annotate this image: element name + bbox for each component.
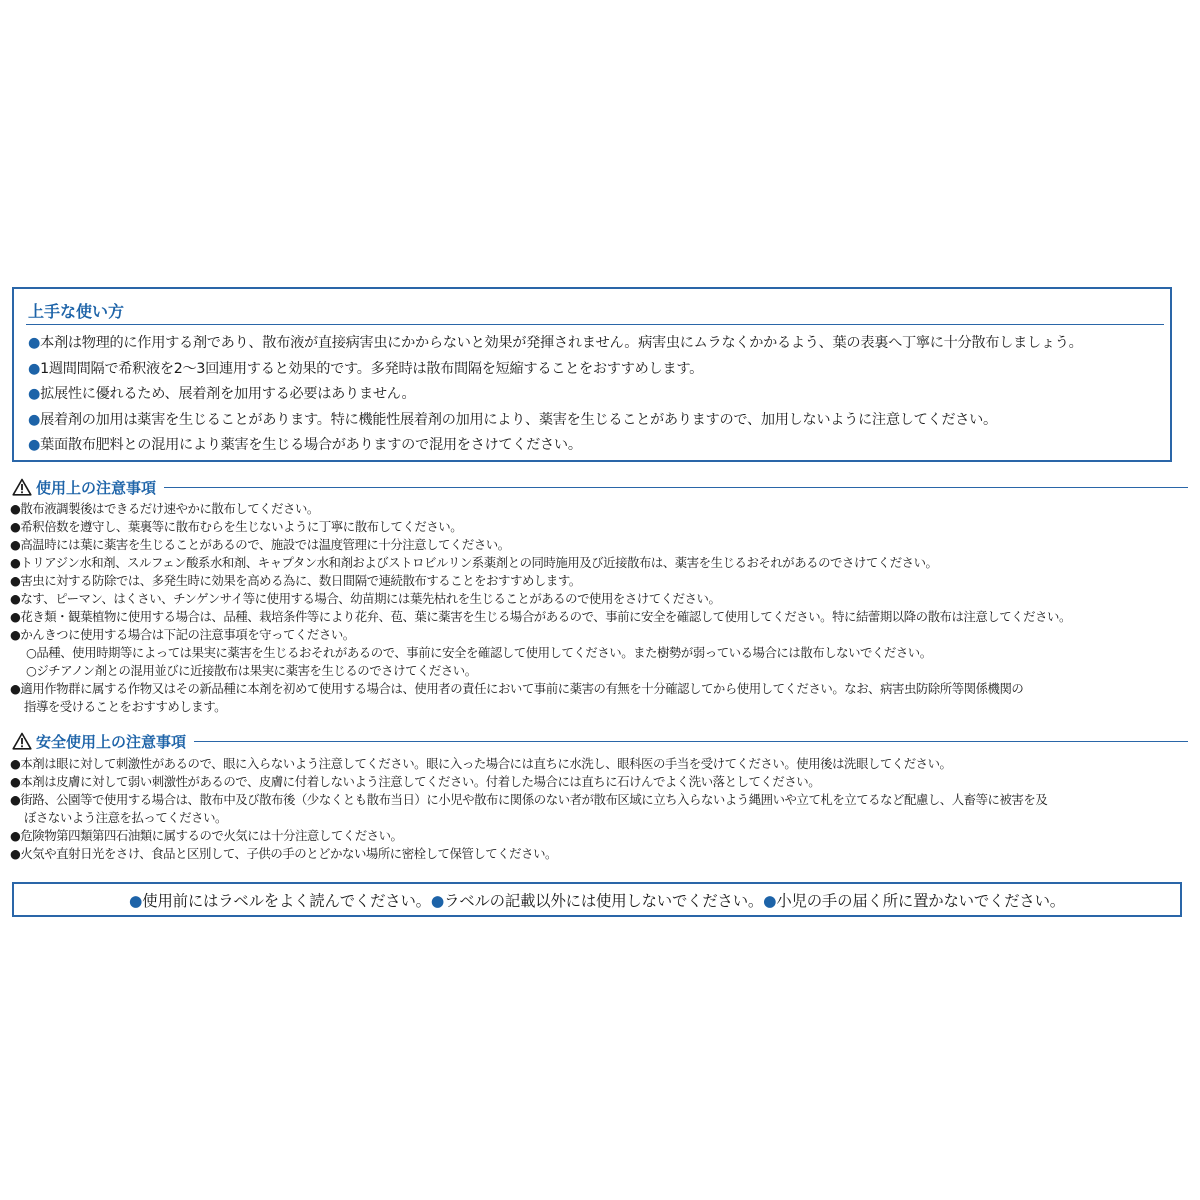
usage-notes-list <box>10 500 1190 716</box>
bullet-dot: ● <box>430 891 445 910</box>
usage-note-subitem: ○品種、使用時期等によっては果実に薬害を生じるおそれがあるので、事前に安全を確認して使用してください。また樹勢が弱っている場合には散布しないでください。 <box>26 645 932 660</box>
usage-tips-box <box>12 287 1172 462</box>
bullet-dot: ● <box>28 386 41 403</box>
safety-note-item: ●火気や直射日光をさけ、食品と区別して、子供の手のとどかない場所に密栓して保管してください。 <box>10 846 557 861</box>
bottom-notice-text: ●使用前にはラベルをよく読んでください。●ラベルの記載以外には使用しないでください。●小児の手の届く所に置かないでください。 <box>129 891 1065 910</box>
usage-tip-item: ●拡展性に優れるため、展着剤を加用する必要はありません。 <box>28 386 416 403</box>
safety-note-item: ●街路、公園等で使用する場合は、散布中及び散布後（少なくとも散布当日）に小児や散布に関係のない者が散布区域に立ち入らないよう縄囲いや立て札を立てるなど配慮し、人畜等に被害を及 <box>10 792 1048 807</box>
usage-tips-title: 上手な使い方 <box>28 302 125 321</box>
usage-note-item: ●花き類・観葉植物に使用する場合は、品種、栽培条件等により花弁、苞、葉に薬害を生じる場合があるので、事前に安全を確認して使用してください。特に結蕾期以降の散布は注意してください。 <box>10 609 1071 624</box>
usage-notes-divider <box>164 487 1188 488</box>
usage-tip-item: ●葉面散布肥料との混用により薬害を生じる場合がありますので混用をさけてください。 <box>28 437 582 454</box>
safety-note-item: ●本剤は皮膚に対して弱い刺激性があるので、皮膚に付着しないよう注意してください。付着した場合には直ちに石けんでよく洗い落としてください。 <box>10 774 821 789</box>
bottom-notice-box <box>12 882 1182 917</box>
usage-note-item: ●トリアジン水和剤、スルフェン酸系水和剤、キャプタン水和剤およびストロビルリン系薬剤との同時施用及び近接散布は、薬害を生じるおそれがあるのでさけてください。 <box>10 555 938 570</box>
bullet-dot: ● <box>28 335 41 351</box>
usage-tips-divider <box>26 324 1164 325</box>
usage-notes-header <box>12 476 1188 498</box>
usage-note-item: ●なす、ピーマン、はくさい、チンゲンサイ等に使用する場合、幼苗期には葉先枯れを生じることがあるので使用をさけてください。 <box>10 591 721 606</box>
bullet-dot: ● <box>763 891 777 910</box>
usage-note-item: ●適用作物群に属する作物又はその新品種に本剤を初めて使用する場合は、使用者の責任において事前に薬害の有無を十分確認してから使用してください。なお、病害虫防除所等関係機関の <box>10 681 1024 696</box>
usage-tips-list <box>28 331 1164 459</box>
safety-notes-list <box>10 755 1190 863</box>
usage-tip-item: ●展着剤の加用は薬害を生じることがあります。特に機能性展着剤の加用により、薬害を生じることがありますので、加用しないように注意してください。 <box>28 411 997 428</box>
bullet-dot: ● <box>28 360 41 377</box>
usage-notes-title: 使用上の注意事項 <box>36 478 157 497</box>
safety-note-continuation: ぼさないよう注意を払ってください。 <box>24 810 227 825</box>
warning-triangle-icon <box>12 732 32 750</box>
usage-note-item: ●散布液調製後はできるだけ速やかに散布してください。 <box>10 501 319 516</box>
safety-note-item: ●危険物第四類第四石油類に属するので火気には十分注意してください。 <box>10 828 403 843</box>
usage-note-item: ●害虫に対する防除では、多発生時に効果を高める為に、数日間隔で連続散布することをおすすめします。 <box>10 573 581 588</box>
safety-notes-divider <box>194 741 1188 742</box>
usage-note-item: ●かんきつに使用する場合は下記の注意事項を守ってください。 <box>10 627 355 642</box>
usage-tip-item: ●本剤は物理的に作用する剤であり、散布液が直接病害虫にかからないと効果が発揮されません。病害虫にムラなくかかるよう、葉の表裏へ丁寧に十分散布しましょう。 <box>28 335 1083 351</box>
safety-notes-header <box>12 730 1188 752</box>
warning-triangle-icon <box>12 478 32 496</box>
safety-note-item: ●本剤は眼に対して刺激性があるので、眼に入らないよう注意してください。眼に入った場合には直ちに水洗し、眼科医の手当を受けてください。使用後は洗眼してください。 <box>10 756 952 771</box>
bullet-dot: ● <box>129 891 143 910</box>
usage-tip-item: ●1週間間隔で希釈液を2〜3回連用すると効果的です。多発時は散布間隔を短縮することをおすすめします。 <box>28 360 703 377</box>
usage-note-item: ●希釈倍数を遵守し、葉裏等に散布むらを生じないように丁寧に散布してください。 <box>10 519 463 534</box>
usage-note-subitem: ○ジチアノン剤との混用並びに近接散布は果実に薬害を生じるのでさけてください。 <box>26 663 477 678</box>
usage-note-continuation: 指導を受けることをおすすめします。 <box>24 699 227 714</box>
usage-note-item: ●高温時には葉に薬害を生じることがあるので、施設では温度管理に十分注意してください。 <box>10 537 510 552</box>
bullet-dot: ● <box>28 411 41 428</box>
safety-notes-title: 安全使用上の注意事項 <box>36 732 187 751</box>
bullet-dot: ● <box>28 437 41 454</box>
